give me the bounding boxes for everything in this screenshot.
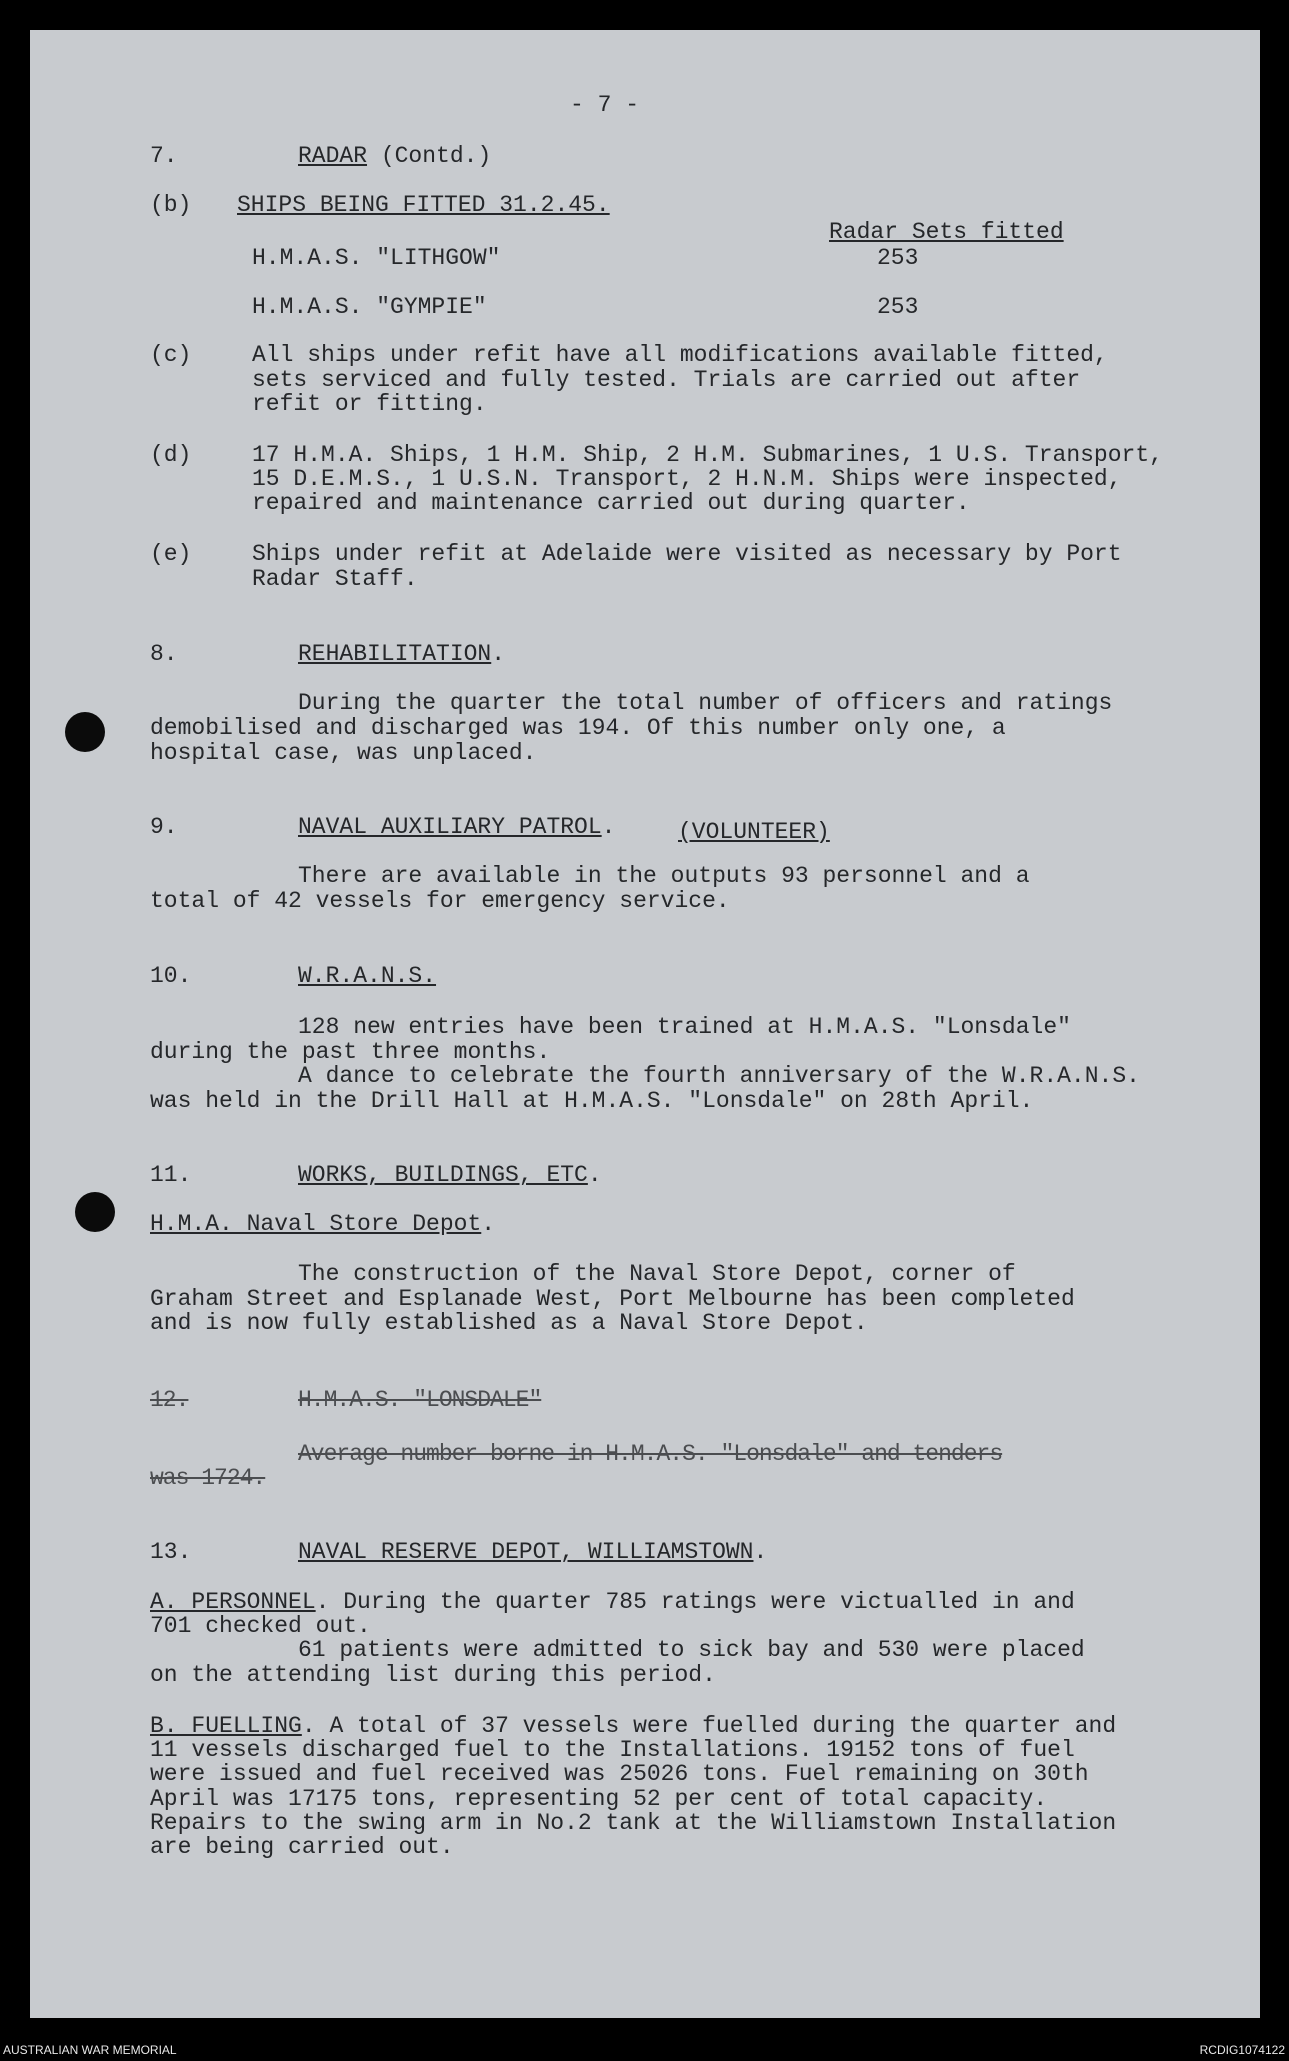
paragraph-line: Repairs to the swing arm in No.2 tank at the Williamstown Installation bbox=[150, 1810, 1117, 1836]
paragraph-line: sets serviced and fully tested. Trials are carried out after bbox=[252, 367, 1081, 393]
paragraph-line: All ships under refit have all modifications available fitted, bbox=[252, 342, 1108, 368]
paragraph-line: April was 17175 tons, representing 52 per cent of total capacity. bbox=[150, 1786, 1048, 1812]
paragraph-line: during the past three months. bbox=[150, 1039, 551, 1065]
paragraph-line: repaired and maintenance carried out during quarter. bbox=[252, 490, 970, 516]
paragraph-line: total of 42 vessels for emergency service. bbox=[150, 888, 730, 914]
section-13-number: 13. bbox=[150, 1539, 192, 1565]
paragraph-line: Ships under refit at Adelaide were visited as necessary by Port bbox=[252, 541, 1122, 567]
section-7-heading: RADAR (Contd.) bbox=[298, 143, 492, 169]
ship-name: H.M.A.S. "GYMPIE" bbox=[252, 294, 487, 320]
section-13-heading: NAVAL RESERVE DEPOT, WILLIAMSTOWN. bbox=[298, 1539, 768, 1565]
ship-radar-sets: 253 bbox=[877, 294, 919, 320]
section-9-heading-note: (VOLUNTEER) bbox=[678, 819, 830, 845]
paragraph-line: Radar Staff. bbox=[252, 566, 418, 592]
section-11-heading: WORKS, BUILDINGS, ETC. bbox=[298, 1162, 602, 1188]
ship-radar-sets: 253 bbox=[877, 245, 919, 271]
section-11-subheading: H.M.A. Naval Store Depot. bbox=[150, 1211, 496, 1237]
paragraph-line: 11 vessels discharged fuel to the Installations. 19152 tons of fuel bbox=[150, 1737, 1075, 1763]
section-12-number: 12. bbox=[150, 1387, 189, 1413]
radar-sets-column-header: Radar Sets fitted bbox=[829, 219, 1064, 245]
paragraph-line: refit or fitting. bbox=[252, 391, 487, 417]
paragraph-line: was held in the Drill Hall at H.M.A.S. "Lonsdale" on 28th April. bbox=[150, 1088, 1034, 1114]
section-12-heading: H.M.A.S. "LONSDALE" bbox=[298, 1387, 542, 1413]
item-c-label: (c) bbox=[150, 342, 192, 368]
item-e-label: (e) bbox=[150, 541, 192, 567]
paragraph-line: There are available in the outputs 93 personnel and a bbox=[298, 863, 1030, 889]
paragraph-line: During the quarter the total number of officers and ratings bbox=[298, 690, 1113, 716]
paragraph-line: 61 patients were admitted to sick bay and 530 were placed bbox=[298, 1637, 1085, 1663]
paragraph-line: demobilised and discharged was 194. Of this number only one, a bbox=[150, 715, 1006, 741]
section-11-number: 11. bbox=[150, 1162, 192, 1188]
section-10-heading: W.R.A.N.S. bbox=[298, 963, 437, 989]
punch-hole bbox=[75, 1192, 115, 1232]
section-8-number: 8. bbox=[150, 641, 178, 667]
paragraph-line: on the attending list during this period. bbox=[150, 1662, 716, 1688]
archive-credit: AUSTRALIAN WAR MEMORIAL bbox=[3, 2043, 177, 2057]
document-page bbox=[30, 30, 1260, 2018]
struck-paragraph-line: Average number borne in H.M.A.S. "Lonsdale" and tenders bbox=[298, 1441, 1003, 1467]
section-8-heading: REHABILITATION. bbox=[298, 641, 506, 667]
fuelling-paragraph: B. FUELLING. A total of 37 vessels were fuelled during the quarter and bbox=[150, 1713, 1117, 1739]
struck-paragraph-line: was 1724. bbox=[150, 1465, 266, 1491]
paragraph-line: A dance to celebrate the fourth anniversary of the W.R.A.N.S. bbox=[298, 1063, 1140, 1089]
personnel-paragraph: A. PERSONNEL. During the quarter 785 ratings were victualled in and bbox=[150, 1589, 1075, 1615]
paragraph-line: hospital case, was unplaced. bbox=[150, 740, 537, 766]
section-10-number: 10. bbox=[150, 963, 192, 989]
item-b-label: (b) bbox=[150, 192, 192, 218]
section-9-number: 9. bbox=[150, 814, 178, 840]
paragraph-line: 701 checked out. bbox=[150, 1613, 371, 1639]
section-7-number: 7. bbox=[150, 143, 178, 169]
section-9-heading: NAVAL AUXILIARY PATROL. bbox=[298, 814, 616, 840]
punch-hole bbox=[65, 712, 105, 752]
paragraph-line: were issued and fuel received was 25026 tons. Fuel remaining on 30th bbox=[150, 1761, 1089, 1787]
paragraph-line: 15 D.E.M.S., 1 U.S.N. Transport, 2 H.N.M. Ships were inspected, bbox=[252, 466, 1122, 492]
paragraph-line: 128 new entries have been trained at H.M.A.S. "Lonsdale" bbox=[298, 1014, 1071, 1040]
item-d-label: (d) bbox=[150, 442, 192, 468]
page-number: - 7 - bbox=[570, 92, 640, 118]
ship-name: H.M.A.S. "LITHGOW" bbox=[252, 245, 501, 271]
paragraph-line: Graham Street and Esplanade West, Port Melbourne has been completed bbox=[150, 1286, 1075, 1312]
paragraph-line: and is now fully established as a Naval Store Depot. bbox=[150, 1310, 868, 1336]
ships-fitted-heading: SHIPS BEING FITTED 31.2.45. bbox=[237, 192, 610, 218]
paragraph-line: 17 H.M.A. Ships, 1 H.M. Ship, 2 H.M. Submarines, 1 U.S. Transport, bbox=[252, 442, 1163, 468]
archive-id: RCDIG1074122 bbox=[1199, 2043, 1285, 2057]
paragraph-line: are being carried out. bbox=[150, 1834, 454, 1860]
paragraph-line: The construction of the Naval Store Depot, corner of bbox=[298, 1261, 1016, 1287]
